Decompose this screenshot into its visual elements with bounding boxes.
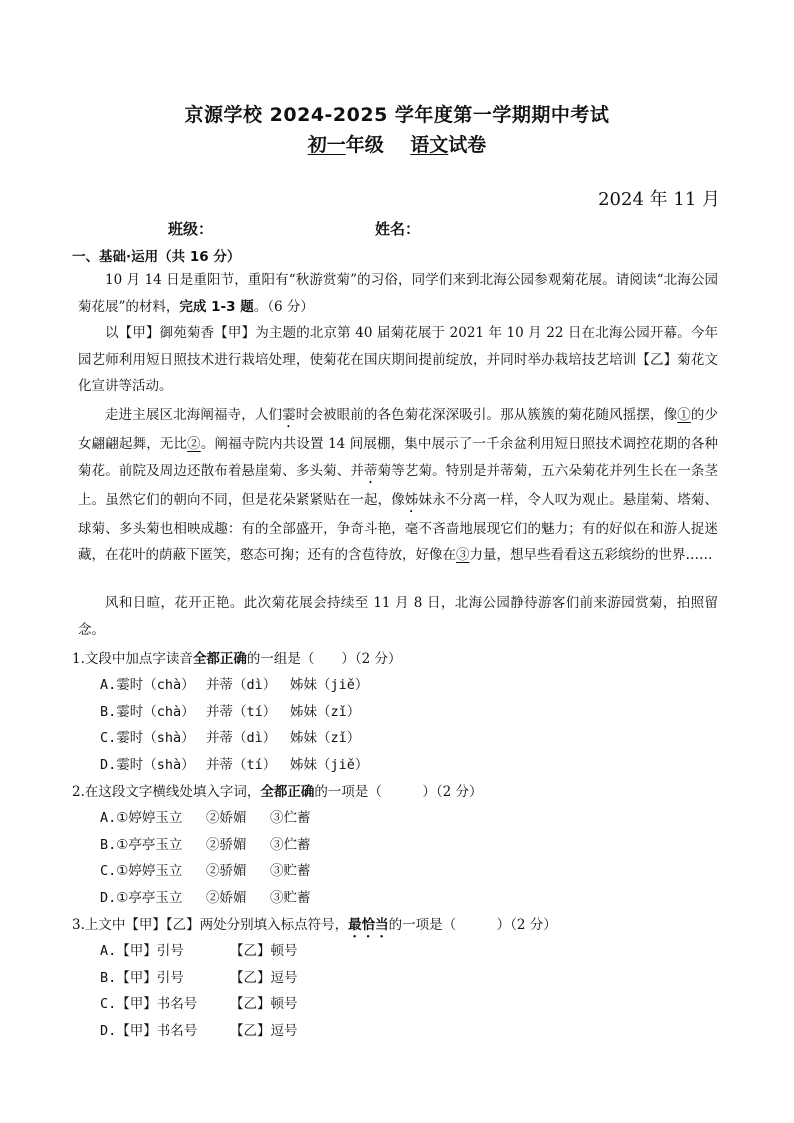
p2-text-c: 的少女翩翩起舞，无比	[78, 407, 718, 452]
q1-b-1: B.霎时（chà）	[100, 704, 195, 720]
subject-text: 语文	[410, 134, 449, 156]
p2-text-a: 走进主展区北海阐福寺，人们	[105, 407, 283, 423]
q1-b-3: 姊妹（zǐ）	[290, 704, 361, 720]
dotted-char-di: 蒂	[364, 462, 378, 479]
q2-c-3: ③贮蓄	[270, 863, 311, 879]
q3-a-1: A.【甲】引号	[100, 943, 184, 959]
q3-b-2: 【乙】逗号	[230, 970, 298, 986]
passage-paragraph-2	[78, 402, 718, 569]
q1-option-a[interactable]	[100, 673, 368, 693]
q1-c-3: 姊妹（zǐ）	[290, 730, 361, 746]
q1-c-2: 并蒂（dì）	[206, 730, 277, 746]
q1-c-1: C.霎时（shà）	[100, 730, 195, 746]
intro-text-a: 10 月 14 日是重阳节，重阳有“秋游赏菊”的习俗，同学们来到北海公园参观菊花展。请阅读“北海公园菊花展”的材料，	[78, 272, 718, 315]
p2-text-e: 菊等艺菊。特别是并蒂菊，五六朵菊花并列生长在一条茎上。虽然它们的朝向不同，但是花朵紧紧贴在一起，像	[78, 462, 719, 508]
q1-option-d[interactable]	[100, 753, 368, 773]
q2-stem-b: 的一项是（ ）（2 分）	[314, 784, 483, 800]
question-3-stem	[72, 913, 557, 941]
q3-d-2: 【乙】逗号	[230, 1023, 298, 1039]
blank-2: ②	[187, 436, 201, 452]
blank-1: ①	[677, 407, 691, 423]
q2-option-a[interactable]	[100, 806, 311, 826]
dotted-char-sha: 霎	[282, 407, 296, 423]
q1-stem-b: 的一组是（ ）（2 分）	[246, 651, 402, 667]
exam-date: 2024 年 11 月	[598, 189, 720, 210]
q2-a-1: A.①婷婷玉立	[100, 810, 183, 826]
q1-stem-bold: 全都正确	[192, 651, 247, 667]
q1-stem-a: 1.文段中加点字读音	[72, 651, 193, 667]
grade-text: 初一	[307, 134, 346, 156]
question-2-stem	[72, 780, 483, 800]
p2-text-d: 。阐福寺院内共设置 14 间展棚，集中展示了一千余盆利用短日照技术调控花期的各种菊花。前院及周边还散布着悬崖菊、多头菊、并	[78, 436, 719, 479]
q1-option-b[interactable]	[100, 700, 360, 720]
grade-suffix: 年级	[345, 134, 384, 156]
q3-stem-b: 的一项是（ ）（2 分）	[388, 917, 557, 933]
q3-b-1: B.【甲】引号	[100, 970, 184, 986]
name-label: 姓名：	[375, 220, 421, 238]
intro-paragraph	[78, 267, 718, 320]
q3-stem-a: 3.上文中【甲】【乙】两处分别填入标点符号，	[72, 917, 349, 933]
exam-subtitle	[0, 130, 794, 157]
q2-d-1: D.①亭亭玉立	[100, 890, 183, 906]
q3-option-c[interactable]	[100, 992, 298, 1012]
intro-text-b: 。（6 分）	[253, 298, 314, 315]
q2-b-2: ②骄媚	[206, 837, 247, 853]
q1-a-1: A.霎时（chà）	[100, 677, 195, 693]
q2-d-3: ③贮蓄	[270, 890, 311, 906]
passage-paragraph-1: 以【甲】御苑菊香【甲】为主题的北京第 40 届菊花展于 2021 年 10 月 22 日在北海公园开幕。今年园艺师利用短日照技术进行栽培处理，使菊花在国庆期间提前绽放，并同时举办栽培技艺培训【乙】菊花文化宣讲等活动。	[78, 325, 718, 394]
q2-a-3: ③伫蓄	[270, 810, 311, 826]
q3-option-a[interactable]	[100, 939, 298, 959]
section-heading: 一、基础·运用（共 16 分）	[72, 249, 241, 265]
q2-option-d[interactable]	[100, 886, 311, 906]
q1-a-3: 姊妹（jiě）	[290, 677, 369, 693]
intro-text-bold: 完成 1-3 题	[179, 298, 254, 315]
q2-a-2: ②娇媚	[206, 810, 247, 826]
q2-option-c[interactable]	[100, 859, 311, 879]
student-info-row	[168, 218, 421, 239]
p2-text-g: 力量，想早些看看这五彩缤纷的世界……	[469, 547, 713, 563]
q3-d-1: D.【甲】书名号	[100, 1023, 198, 1039]
q2-c-2: ②骄媚	[206, 863, 247, 879]
q2-stem-bold: 全都正确	[260, 784, 315, 800]
p2-text-b: 时会被眼前的各色菊花深深吸引。那从簇簇的菊花随风摇摆，像	[295, 407, 678, 423]
q1-a-2: 并蒂（dì）	[206, 677, 277, 693]
q1-d-2: 并蒂（tí）	[206, 757, 277, 773]
q1-b-2: 并蒂（tí）	[206, 704, 277, 720]
q3-a-2: 【乙】顿号	[230, 943, 298, 959]
q1-d-3: 姊妹（jiě）	[290, 757, 369, 773]
p2-text-f: 妹永不分离一样，令人叹为观止。悬崖菊、塔菊、球菊、多头菊也相映成趣：有的全部盛开，争奇斗艳，毫不吝啬地展现它们的魅力；有的好似在和游人捉迷藏，在花叶的荫蔽下匿笑，憨态可掬；还有的含苞待放，好像在	[78, 491, 719, 563]
q2-c-1: C.①婷婷玉立	[100, 863, 183, 879]
q1-d-1: D.霎时（shà）	[100, 757, 195, 773]
q2-d-2: ②娇媚	[206, 890, 247, 906]
q3-option-d[interactable]	[100, 1019, 298, 1039]
dotted-char-zi: 姊	[404, 491, 419, 508]
q2-stem-a: 2.在这段文字横线处填入字词，	[72, 784, 261, 800]
q3-c-1: C.【甲】书名号	[100, 996, 198, 1012]
q1-option-c[interactable]	[100, 726, 360, 746]
q2-b-3: ③伫蓄	[270, 837, 311, 853]
question-1-stem	[72, 647, 402, 667]
q3-c-2: 【乙】顿号	[230, 996, 298, 1012]
blank-3: ③	[456, 547, 470, 563]
q2-b-1: B.①亭亭玉立	[100, 837, 183, 853]
subject-suffix: 试卷	[448, 134, 487, 156]
exam-title: 京源学校 2024-2025 学年度第一学期期中考试	[184, 104, 610, 126]
passage-paragraph-3: 风和日暄，花开正艳。此次菊花展会持续至 11 月 8 日，北海公园静待游客们前来游园赏菊，拍照留念。	[78, 595, 718, 638]
q3-stem-bold: 最恰当	[348, 917, 389, 933]
q2-option-b[interactable]	[100, 833, 311, 853]
class-label: 班级：	[168, 220, 214, 238]
q3-option-b[interactable]	[100, 966, 298, 986]
